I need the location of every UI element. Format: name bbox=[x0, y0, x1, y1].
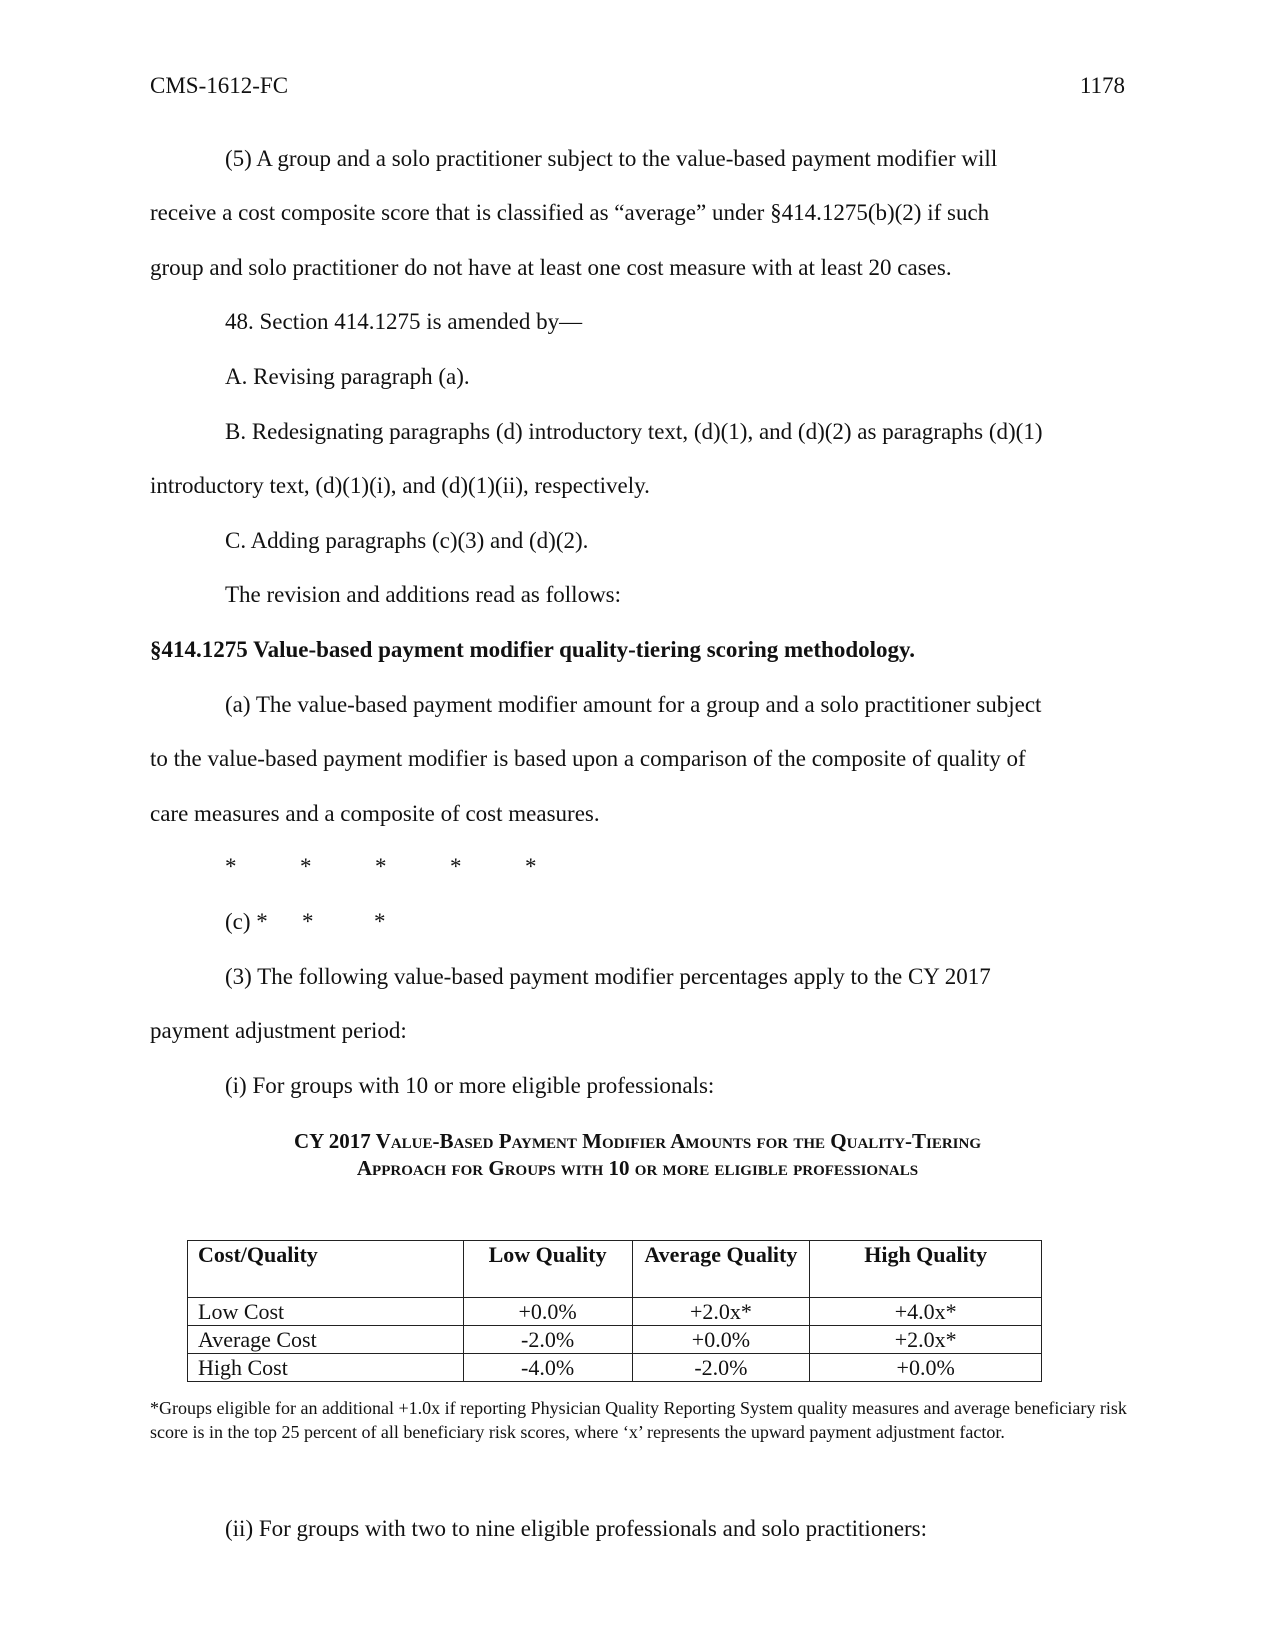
column-header: Average Quality bbox=[632, 1241, 810, 1298]
table-cell: +4.0x* bbox=[810, 1298, 1042, 1326]
table-row bbox=[188, 1354, 1042, 1382]
paragraph-ii: (ii) For groups with two to nine eligible professionals and solo practitioners: bbox=[225, 1516, 928, 1541]
amendment-item-a: A. Revising paragraph (a). bbox=[225, 364, 470, 389]
paragraph-c-label: (c) * bbox=[225, 909, 268, 934]
table-row bbox=[188, 1298, 1042, 1326]
table-cell: +0.0% bbox=[463, 1298, 632, 1326]
paragraph-a-line-3: care measures and a composite of cost measures. bbox=[150, 801, 600, 826]
table-caption-line-2: Approach for Groups with 10 or more eligible professionals bbox=[356, 1156, 919, 1180]
row-label: Low Cost bbox=[188, 1298, 464, 1326]
table-cell: +2.0x* bbox=[810, 1326, 1042, 1354]
row-label: Average Cost bbox=[188, 1326, 464, 1354]
paragraph-5-line-2: receive a cost composite score that is classified as “average” under §414.1275(b)(2) if such bbox=[150, 200, 990, 225]
table-cell: -4.0% bbox=[463, 1354, 632, 1382]
amendment-item-b-line-1: B. Redesignating paragraphs (d) introductory text, (d)(1), and (d)(2) as paragraphs (d)(1) bbox=[225, 419, 1043, 444]
omission-stars bbox=[225, 853, 600, 881]
amendment-item-c: C. Adding paragraphs (c)(3) and (d)(2). bbox=[225, 528, 589, 553]
row-label: High Cost bbox=[188, 1354, 464, 1382]
paragraph-5-line-1: (5) A group and a solo practitioner subject to the value-based payment modifier will bbox=[225, 146, 998, 171]
table-footnote: *Groups eligible for an additional +1.0x if reporting Physician Quality Reporting System quality measures and average beneficiary risk score is in the top 25 percent of all beneficiary risk scores, where ‘x’ represents the upward payment adjustment factor. bbox=[150, 1398, 1127, 1442]
paragraph-3-line-2: payment adjustment period: bbox=[150, 1018, 407, 1043]
paragraph-a-line-2: to the value-based payment modifier is based upon a comparison of the composite of quality of bbox=[150, 746, 1026, 771]
paragraph-c-marker bbox=[225, 908, 420, 936]
column-header: High Quality bbox=[810, 1241, 1042, 1298]
column-header: Low Quality bbox=[463, 1241, 632, 1298]
document-id: CMS-1612-FC bbox=[150, 73, 289, 98]
omission-star: * bbox=[225, 854, 237, 879]
table-cell: +0.0% bbox=[810, 1354, 1042, 1382]
paragraph-5-line-3: group and solo practitioner do not have at least one cost measure with at least 20 cases. bbox=[150, 255, 952, 280]
omission-star: * bbox=[375, 854, 387, 879]
table-cell: +0.0% bbox=[632, 1326, 810, 1354]
page-number: 1178 bbox=[1079, 73, 1125, 98]
omission-star: * bbox=[525, 854, 537, 879]
paragraph-3-line-1: (3) The following value-based payment modifier percentages apply to the CY 2017 bbox=[225, 964, 991, 989]
table-cell: +2.0x* bbox=[632, 1298, 810, 1326]
payment-modifier-table bbox=[187, 1240, 1042, 1382]
amendment-48: 48. Section 414.1275 is amended by— bbox=[225, 309, 583, 334]
omission-star: * bbox=[374, 909, 386, 934]
omission-star: * bbox=[302, 909, 314, 934]
table-row bbox=[188, 1326, 1042, 1354]
column-header: Cost/Quality bbox=[188, 1241, 464, 1298]
table-cell: -2.0% bbox=[463, 1326, 632, 1354]
revision-intro: The revision and additions read as follows: bbox=[225, 582, 622, 607]
table-cell: -2.0% bbox=[632, 1354, 810, 1382]
table-header-row bbox=[188, 1241, 1042, 1298]
paragraph-i: (i) For groups with 10 or more eligible professionals: bbox=[225, 1073, 715, 1098]
omission-star: * bbox=[300, 854, 312, 879]
omission-star: * bbox=[450, 854, 462, 879]
amendment-item-b-line-2: introductory text, (d)(1)(i), and (d)(1)(ii), respectively. bbox=[150, 473, 650, 498]
table-caption-line-1: CY 2017 Value-Based Payment Modifier Amounts for the Quality-Tiering bbox=[293, 1129, 981, 1153]
paragraph-a-line-1: (a) The value-based payment modifier amount for a group and a solo practitioner subject bbox=[225, 692, 1042, 717]
section-heading: §414.1275 Value-based payment modifier quality-tiering scoring methodology. bbox=[150, 637, 915, 662]
